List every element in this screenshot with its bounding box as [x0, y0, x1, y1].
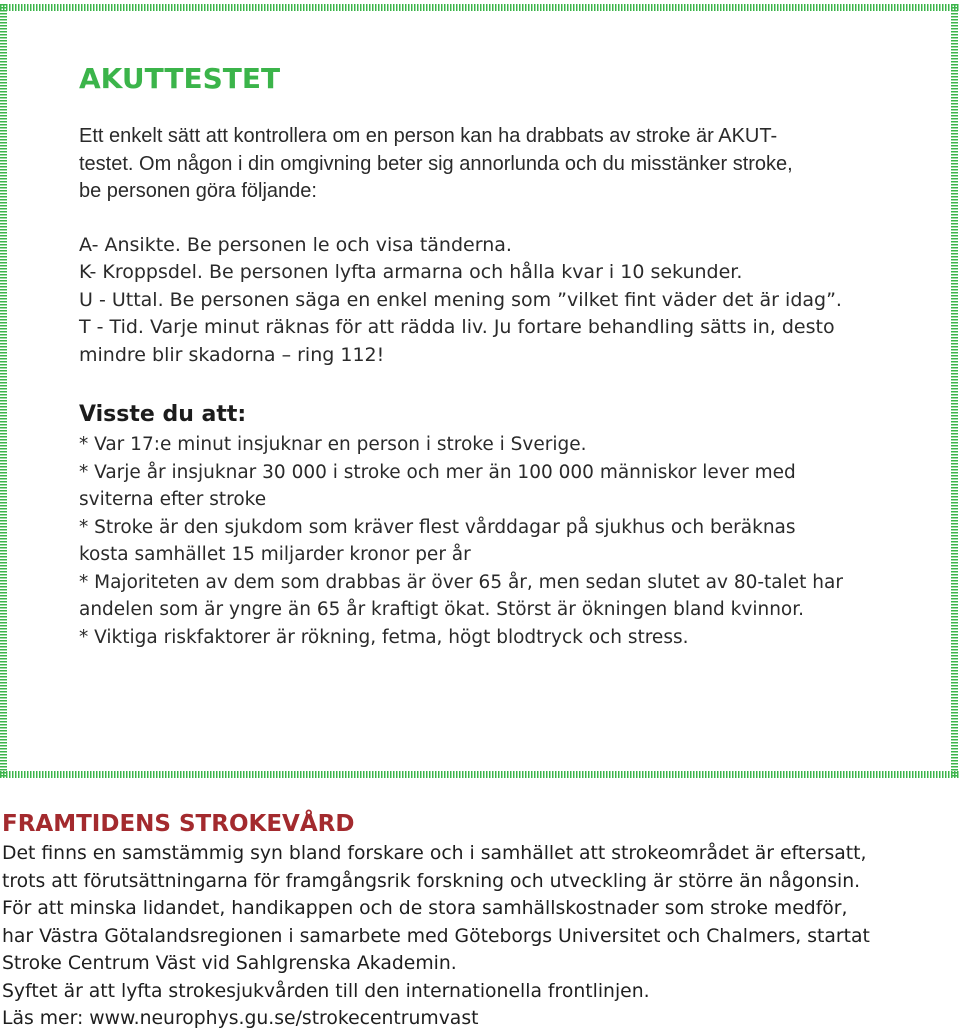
future-title: FRAMTIDENS STROKEVÅRD — [2, 811, 355, 837]
intro-line: Ett enkelt sätt att kontrollera om en person kan ha drabbats av stroke är AKUT- — [79, 125, 778, 147]
fact-line: andelen som är yngre än 65 år kraftigt ökat. Störst är ökningen bland kvinnor. — [79, 599, 805, 620]
future-line: trots att förutsättningarna för framgångsrik forskning och utveckling är större än någonsin. — [2, 870, 861, 892]
fact-line: kosta samhället 15 miljarder kronor per år — [79, 544, 471, 565]
future-stroke-care-section — [2, 810, 952, 1033]
intro-line: be personen göra följande: — [79, 180, 317, 202]
future-line: har Västra Götalandsregionen i samarbete med Göteborgs Universitet och Chalmers, startat — [2, 925, 870, 947]
future-line: Det finns en samstämmig syn bland forskare och i samhället att strokeområdet är eftersatt, — [2, 843, 867, 864]
step-line-t-cont: mindre blir skadorna – ring 112! — [79, 343, 385, 366]
akuttestet-title: AKUTTESTET — [79, 62, 281, 95]
intro-paragraph — [79, 123, 879, 206]
fact-line: * Majoriteten av dem som drabbas är över 65 år, men sedan slutet av 80-talet har — [79, 571, 843, 593]
future-line: Stroke Centrum Väst vid Sahlgrenska Akademin. — [2, 953, 457, 974]
akuttestet-box — [79, 62, 879, 651]
step-line-a: A- Ansikte. Be personen le och visa tänderna. — [79, 233, 512, 256]
akut-steps-list — [79, 232, 879, 370]
read-more-line: Läs mer: www.neurophys.gu.se/strokecentrumvast — [2, 1008, 479, 1029]
fact-line: * Stroke är den sjukdom som kräver flest vårddagar på sjukhus och beräknas — [79, 516, 796, 538]
future-line: För att minska lidandet, handikappen och de stora samhällskostnader som stroke medför, — [2, 898, 848, 919]
dashed-frame-right — [951, 4, 958, 778]
dashed-frame-top — [0, 4, 960, 11]
facts-list — [79, 431, 879, 651]
fact-line: sviterna efter stroke — [79, 489, 267, 510]
step-line-t: T - Tid. Varje minut räknas för att rädda liv. Ju fortare behandling sätts in, desto — [79, 316, 835, 338]
dashed-frame-left — [0, 4, 7, 778]
future-line: Syftet är att lyfta strokesjukvården till den internationella frontlinjen. — [2, 980, 650, 1002]
dashed-frame-bottom — [0, 771, 960, 778]
fact-line: * Varje år insjuknar 30 000 i stroke och mer än 100 000 människor lever med — [79, 461, 796, 483]
facts-heading: Visste du att: — [79, 402, 247, 427]
step-line-k: K- Kroppsdel. Be personen lyfta armarna och hålla kvar i 10 sekunder. — [79, 261, 743, 283]
fact-line: * Viktiga riskfaktorer är rökning, fetma, högt blodtryck och stress. — [79, 626, 689, 648]
fact-line: * Var 17:e minut insjuknar en person i stroke i Sverige. — [79, 434, 587, 455]
intro-line: testet. Om någon i din omgivning beter sig annorlunda och du misstänker stroke, — [79, 152, 793, 175]
step-line-u: U - Uttal. Be personen säga en enkel mening som ”vilket fint väder det är idag”. — [79, 288, 842, 311]
